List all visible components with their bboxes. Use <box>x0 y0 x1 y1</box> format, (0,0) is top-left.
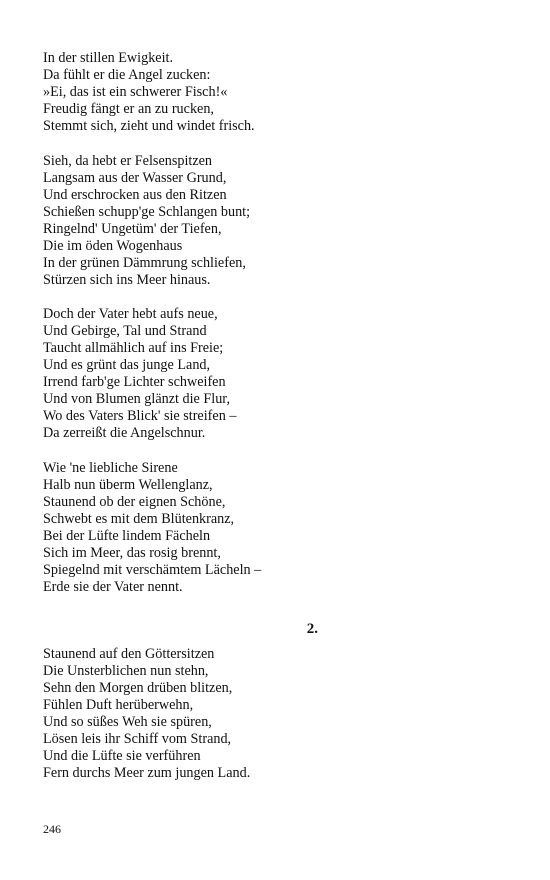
stanza-4 <box>43 460 503 596</box>
verse-line: Da fühlt er die Angel zucken: <box>43 67 211 83</box>
verse-line: Sieh, da hebt er Felsenspitzen <box>43 152 213 169</box>
verse-line: Und Gebirge, Tal und Strand <box>43 323 207 339</box>
verse-line: Stemmt sich, zieht und windet frisch. <box>43 118 255 134</box>
page-number: 246 <box>43 822 61 836</box>
verse-line: Wo des Vaters Blick' sie streifen – <box>43 408 237 424</box>
verse-line: Fern durchs Meer zum jungen Land. <box>43 764 251 781</box>
verse-line: Sich im Meer, das rosig brennt, <box>43 544 221 561</box>
verse-line: In der grünen Dämmrung schliefen, <box>43 254 246 271</box>
verse-line: In der stillen Ewigkeit. <box>43 50 174 66</box>
verse-line: Langsam aus der Wasser Grund, <box>43 169 227 186</box>
verse-line: Wie 'ne liebliche Sirene <box>43 459 178 476</box>
verse-line: Die Unsterblichen nun stehn, <box>43 662 209 679</box>
stanza-1 <box>43 50 503 135</box>
verse-line: Und erschrocken aus den Ritzen <box>43 186 227 203</box>
verse-line: Ringelnd' Ungetüm' der Tiefen, <box>43 220 222 237</box>
verse-line: Bei der Lüfte lindem Fächeln <box>43 527 211 544</box>
stanza-section-2 <box>43 646 503 782</box>
stanza-3 <box>43 306 503 442</box>
verse-line: Erde sie der Vater nennt. <box>43 578 183 595</box>
verse-line: Die im öden Wogenhaus <box>43 237 183 254</box>
poem-page <box>43 50 503 799</box>
verse-line: Staunend ob der eignen Schöne, <box>43 493 226 510</box>
verse-line: Irrend farb'ge Lichter schweifen <box>43 374 226 390</box>
verse-line: Und es grünt das junge Land, <box>43 357 211 373</box>
verse-line: Spiegelnd mit verschämtem Lächeln – <box>43 561 262 578</box>
verse-line: Doch der Vater hebt aufs neue, <box>43 306 218 322</box>
verse-line: »Ei, das ist ein schwerer Fisch!« <box>43 84 228 100</box>
verse-line: Stürzen sich ins Meer hinaus. <box>43 271 211 288</box>
section-number: 2. <box>306 620 318 637</box>
verse-line: Und von Blumen glänzt die Flur, <box>43 391 231 407</box>
verse-line: Und so süßes Weh sie spüren, <box>43 713 212 730</box>
verse-line: Schwebt es mit dem Blütenkranz, <box>43 510 235 527</box>
verse-line: Halb nun überm Wellenglanz, <box>43 476 213 493</box>
verse-line: Freudig fängt er an zu rucken, <box>43 101 214 117</box>
verse-line: Und die Lüfte sie verführen <box>43 747 201 764</box>
verse-line: Schießen schupp'ge Schlangen bunt; <box>43 203 251 220</box>
verse-line: Sehn den Morgen drüben blitzen, <box>43 679 233 696</box>
stanza-2 <box>43 153 503 289</box>
verse-line: Da zerreißt die Angelschnur. <box>43 425 206 441</box>
verse-line: Lösen leis ihr Schiff vom Strand, <box>43 730 232 747</box>
verse-line: Taucht allmählich auf ins Freie; <box>43 340 224 356</box>
verse-line: Fühlen Duft herüberwehn, <box>43 696 194 713</box>
verse-line: Staunend auf den Göttersitzen <box>43 645 215 662</box>
